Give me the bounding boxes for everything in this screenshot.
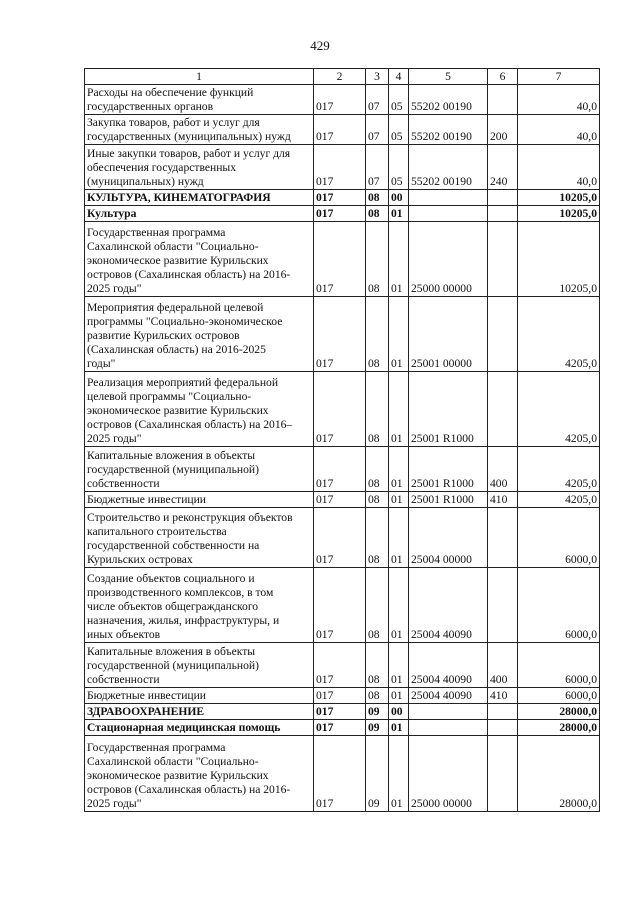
row-subsection-code-cell: 00 [389,190,409,206]
table-body [85,85,600,812]
row-target-article-cell: 25004 40090 [409,643,488,688]
table-row [85,85,600,115]
row-expense-type-cell: 410 [488,688,518,704]
row-target-article-cell: 25000 00000 [409,222,488,297]
row-target-article-cell [409,704,488,720]
row-section-code-cell: 08 [366,688,389,704]
row-section-code-cell: 07 [366,145,389,190]
row-target-article-cell: 25001 R1000 [409,447,488,492]
row-section-code-cell: 07 [366,85,389,115]
row-expense-type-cell [488,297,518,372]
row-target-article-cell [409,720,488,736]
row-name-cell: Расходы на обеспечение функций государственных органов [85,85,314,115]
row-subsection-code-cell: 01 [389,492,409,508]
row-name-cell: Бюджетные инвестиции [85,492,314,508]
row-name-cell: КУЛЬТУРА, КИНЕМАТОГРАФИЯ [85,190,314,206]
row-amount-cell: 10205,0 [518,206,600,222]
table-row [85,720,600,736]
row-ministry-code-cell: 017 [314,297,366,372]
row-ministry-code-cell: 017 [314,568,366,643]
row-expense-type-cell [488,206,518,222]
row-amount-cell: 28000,0 [518,736,600,812]
row-name-cell: Государственная программа Сахалинской области "Социально- экономическое развитие Курильских островов (Сахалинская область) на 2016- 2025 годы" [85,736,314,812]
row-ministry-code-cell: 017 [314,688,366,704]
row-section-code-cell: 09 [366,720,389,736]
row-name-cell: Создание объектов социального и производственного комплексов, в том числе объектов общегражданского назначения, жилья, инфраструктуры, и иных объектов [85,568,314,643]
row-ministry-code-cell: 017 [314,206,366,222]
header-col-3: 3 [366,69,389,85]
row-name-cell: Реализация мероприятий федеральной целевой программы "Социально- экономическое развитие Курильских островов (Сахалинская область) на 2016– 2025 годы" [85,372,314,447]
table-row [85,145,600,190]
row-section-code-cell: 09 [366,736,389,812]
row-subsection-code-cell: 00 [389,704,409,720]
row-ministry-code-cell: 017 [314,643,366,688]
row-ministry-code-cell: 017 [314,372,366,447]
row-name-cell: Строительство и реконструкция объектов капитального строительства государственной собственности на Курильских островах [85,508,314,568]
table-row [85,190,600,206]
row-name-cell: Капитальные вложения в объекты государственной (муниципальной) собственности [85,643,314,688]
row-target-article-cell: 25001 R1000 [409,372,488,447]
row-subsection-code-cell: 01 [389,447,409,492]
header-col-5: 5 [409,69,488,85]
header-col-4: 4 [389,69,409,85]
row-name-cell: Мероприятия федеральной целевой программы "Социально-экономическое развитие Курильских островов (Сахалинская область) на 2016-2025 годы" [85,297,314,372]
row-amount-cell: 40,0 [518,115,600,145]
page-number: 429 [310,38,330,53]
row-amount-cell: 10205,0 [518,222,600,297]
row-name-cell: Государственная программа Сахалинской области "Социально- экономическое развитие Курильских островов (Сахалинская область) на 2016- 2025 годы" [85,222,314,297]
table-row [85,447,600,492]
row-subsection-code-cell: 05 [389,115,409,145]
row-section-code-cell: 08 [366,508,389,568]
row-expense-type-cell: 240 [488,145,518,190]
row-amount-cell: 28000,0 [518,720,600,736]
row-ministry-code-cell: 017 [314,145,366,190]
row-target-article-cell: 55202 00190 [409,115,488,145]
header-col-6: 6 [488,69,518,85]
row-subsection-code-cell: 01 [389,508,409,568]
table-row [85,704,600,720]
row-expense-type-cell [488,704,518,720]
row-ministry-code-cell: 017 [314,736,366,812]
row-amount-cell: 10205,0 [518,190,600,206]
row-target-article-cell [409,206,488,222]
row-name-cell: Капитальные вложения в объекты государственной (муниципальной) собственности [85,447,314,492]
row-target-article-cell: 25004 40090 [409,688,488,704]
row-expense-type-cell [488,720,518,736]
table-row [85,297,600,372]
row-subsection-code-cell: 01 [389,206,409,222]
row-target-article-cell: 25004 00000 [409,508,488,568]
row-amount-cell: 6000,0 [518,568,600,643]
row-section-code-cell: 08 [366,372,389,447]
table-row [85,222,600,297]
row-amount-cell: 4205,0 [518,297,600,372]
row-amount-cell: 6000,0 [518,688,600,704]
row-subsection-code-cell: 01 [389,688,409,704]
row-amount-cell: 4205,0 [518,372,600,447]
row-subsection-code-cell: 01 [389,736,409,812]
row-expense-type-cell: 410 [488,492,518,508]
table-row [85,206,600,222]
row-subsection-code-cell: 01 [389,372,409,447]
row-subsection-code-cell: 05 [389,145,409,190]
row-ministry-code-cell: 017 [314,720,366,736]
row-section-code-cell: 08 [366,492,389,508]
table-row [85,508,600,568]
row-ministry-code-cell: 017 [314,492,366,508]
row-section-code-cell: 08 [366,643,389,688]
row-name-cell: Стационарная медицинская помощь [85,720,314,736]
row-target-article-cell [409,190,488,206]
row-amount-cell: 4205,0 [518,492,600,508]
table-row [85,568,600,643]
row-section-code-cell: 08 [366,568,389,643]
header-col-2: 2 [314,69,366,85]
row-amount-cell: 40,0 [518,145,600,190]
row-ministry-code-cell: 017 [314,222,366,297]
row-target-article-cell: 25000 00000 [409,736,488,812]
table-row [85,736,600,812]
row-expense-type-cell: 200 [488,115,518,145]
row-section-code-cell: 08 [366,206,389,222]
row-name-cell: Иные закупки товаров, работ и услуг для обеспечения государственных (муниципальных) нужд [85,145,314,190]
row-subsection-code-cell: 05 [389,85,409,115]
row-expense-type-cell [488,222,518,297]
row-subsection-code-cell: 01 [389,222,409,297]
row-name-cell: Бюджетные инвестиции [85,688,314,704]
row-expense-type-cell: 400 [488,447,518,492]
table-row [85,115,600,145]
row-amount-cell: 4205,0 [518,447,600,492]
row-subsection-code-cell: 01 [389,643,409,688]
table-row [85,372,600,447]
row-expense-type-cell [488,508,518,568]
table-row [85,688,600,704]
row-subsection-code-cell: 01 [389,720,409,736]
row-expense-type-cell [488,736,518,812]
row-expense-type-cell [488,568,518,643]
row-target-article-cell: 25001 00000 [409,297,488,372]
table-header-row [85,69,600,85]
row-section-code-cell: 08 [366,297,389,372]
row-amount-cell: 40,0 [518,85,600,115]
row-expense-type-cell [488,190,518,206]
row-section-code-cell: 08 [366,190,389,206]
row-ministry-code-cell: 017 [314,85,366,115]
row-amount-cell: 6000,0 [518,508,600,568]
row-expense-type-cell [488,372,518,447]
row-subsection-code-cell: 01 [389,568,409,643]
row-amount-cell: 28000,0 [518,704,600,720]
row-section-code-cell: 09 [366,704,389,720]
row-subsection-code-cell: 01 [389,297,409,372]
row-name-cell: ЗДРАВООХРАНЕНИЕ [85,704,314,720]
row-expense-type-cell: 400 [488,643,518,688]
budget-table [84,68,600,812]
row-section-code-cell: 08 [366,222,389,297]
row-ministry-code-cell: 017 [314,508,366,568]
row-section-code-cell: 08 [366,447,389,492]
row-target-article-cell: 25001 R1000 [409,492,488,508]
table-row [85,492,600,508]
row-target-article-cell: 55202 00190 [409,85,488,115]
header-col-7: 7 [518,69,600,85]
table-row [85,643,600,688]
row-name-cell: Закупка товаров, работ и услуг для государственных (муниципальных) нужд [85,115,314,145]
row-amount-cell: 6000,0 [518,643,600,688]
row-ministry-code-cell: 017 [314,190,366,206]
header-col-1: 1 [85,69,314,85]
row-target-article-cell: 55202 00190 [409,145,488,190]
row-target-article-cell: 25004 40090 [409,568,488,643]
row-section-code-cell: 07 [366,115,389,145]
row-ministry-code-cell: 017 [314,704,366,720]
row-ministry-code-cell: 017 [314,115,366,145]
row-ministry-code-cell: 017 [314,447,366,492]
row-expense-type-cell [488,85,518,115]
row-name-cell: Культура [85,206,314,222]
